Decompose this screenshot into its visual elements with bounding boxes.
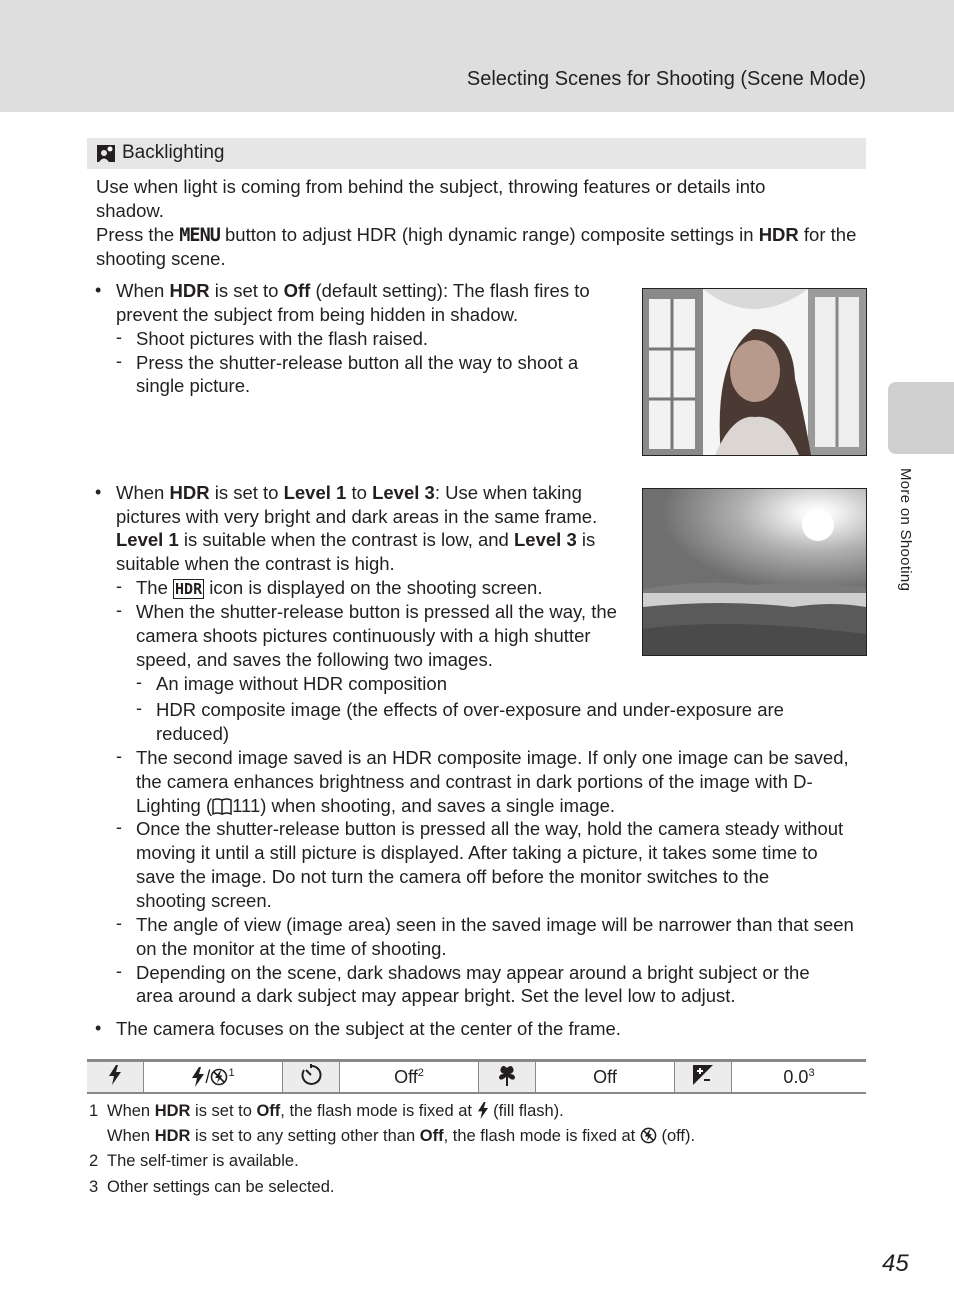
default-settings-table	[87, 1059, 866, 1094]
bullet-2-sub-1: The HDR icon is displayed on the shooting screen.	[136, 577, 543, 598]
bullet-2-sub-6-line-2: area around a dark subject may appear bright. Set the level low to adjust.	[136, 985, 736, 1006]
intro-paragraph-2: Press the MENU button to adjust HDR (high dynamic range) composite settings in HDR for the	[96, 224, 857, 246]
chapter-tab-label: More on Shooting	[897, 468, 914, 592]
exposure-cell	[675, 1061, 732, 1094]
bullet-2-sub-4-line-4: shooting screen.	[136, 890, 272, 911]
section-title: Backlighting	[122, 142, 225, 163]
bullet-dot: •	[95, 482, 102, 502]
footnote-2-number: 2	[89, 1152, 99, 1170]
flash-mode-cell	[87, 1061, 144, 1094]
self-timer-cell	[283, 1061, 340, 1094]
page-reference-icon	[212, 797, 232, 815]
bullet-2-sub-2-line-2: camera shoots pictures continuously with a high shutter	[136, 625, 591, 646]
footnote-3-number: 3	[89, 1178, 99, 1196]
page-header-title: Selecting Scenes for Shooting (Scene Mode)	[466, 68, 866, 90]
bullet-2-sub-4-line-2: moving it until a still picture is displayed. After taking a picture, it takes some time to	[136, 842, 818, 863]
dash: -	[116, 576, 122, 596]
bullet-2-subsub-1: An image without HDR composition	[156, 673, 447, 694]
bullet-1-sub-2-line-2: single picture.	[136, 375, 251, 396]
dash: -	[136, 698, 142, 718]
bullet-3: The camera focuses on the subject at the center of the frame.	[116, 1018, 621, 1039]
header-band	[0, 0, 954, 112]
bullet-2-line-2: pictures with very bright and dark areas in the same frame.	[116, 506, 598, 527]
hdr-icon: HDR	[175, 580, 203, 598]
section-heading	[87, 138, 866, 169]
backlighting-scene-icon	[97, 145, 115, 162]
bullet-2-sub-3-line-1: The second image saved is an HDR composite image. If only one image can be saved,	[136, 747, 849, 768]
bullet-2-subsub-2-line-1: HDR composite image (the effects of over-exposure and under-exposure are	[156, 699, 784, 720]
bullet-2-sub-4-line-3: save the image. Do not turn the camera off before the monitor switches to the	[136, 866, 770, 887]
bullet-2-sub-4-line-1: Once the shutter-release button is pressed all the way, hold the camera steady without	[136, 818, 844, 839]
bullet-2-sub-3-line-3: Lighting ( 111) when shooting, and saves a single image.	[136, 795, 616, 816]
bullet-2-sub-2-line-1: When the shutter-release button is pressed all the way, the	[136, 601, 617, 622]
bullet-2-line-4: suitable when the contrast is high.	[116, 553, 395, 574]
dash: -	[116, 913, 122, 933]
bullet-dot: •	[95, 1018, 102, 1038]
self-timer-value: Off$^2$	[340, 1061, 479, 1094]
page-number: 45	[882, 1250, 909, 1277]
flash-icon	[108, 1065, 122, 1085]
intro-line-2: shadow.	[96, 200, 164, 221]
intro-line-1: Use when light is coming from behind the subject, throwing features or details into	[96, 176, 766, 197]
dash: -	[116, 327, 122, 347]
flash-off-icon	[210, 1068, 228, 1086]
self-timer-icon	[300, 1064, 322, 1086]
exposure-value: $0.0^3$	[732, 1061, 867, 1094]
flash-mode-value: / $^1$	[144, 1061, 283, 1094]
macro-icon	[495, 1064, 519, 1086]
footnote-1-number: 1	[89, 1102, 99, 1120]
macro-value: Off	[536, 1061, 675, 1094]
chapter-tab	[888, 382, 954, 454]
page-reference-link[interactable]: 111	[232, 795, 261, 816]
dash: -	[136, 672, 142, 692]
bullet-2-line-3: Level 1 is suitable when the contrast is low, and Level 3 is	[116, 529, 596, 550]
bullet-2-sub-2-line-3: speed, and saves the following two images.	[136, 649, 493, 670]
bullet-2-sub-6-line-1: Depending on the scene, dark shadows may appear around a bright subject or the	[136, 962, 810, 983]
fill-flash-icon	[191, 1067, 205, 1087]
bullet-2-sub-5-line-2: on the monitor at the time of shooting.	[136, 938, 447, 959]
dash: -	[116, 351, 122, 371]
dash: -	[116, 600, 122, 620]
dash: -	[116, 746, 122, 766]
dash: -	[116, 817, 122, 837]
footnote-1-line-1: When HDR is set to Off, the flash mode is fixed at (fill flash).	[107, 1102, 564, 1120]
bullet-1-line-1: When HDR is set to Off (default setting): The flash fires to	[116, 280, 590, 301]
bullet-1-line-2: prevent the subject from being hidden in shadow.	[116, 304, 519, 325]
bright-landscape-photo	[642, 488, 867, 656]
macro-cell	[479, 1061, 536, 1094]
bullet-1-sub-2-line-1: Press the shutter-release button all the way to shoot a	[136, 352, 579, 373]
intro-paragraph-2-line-2: shooting scene.	[96, 248, 226, 269]
bullet-2-line-1: When HDR is set to Level 1 to Level 3: Use when taking	[116, 482, 582, 503]
exposure-compensation-icon	[692, 1064, 714, 1086]
bullet-1-sub-1: Shoot pictures with the flash raised.	[136, 328, 429, 349]
menu-button-label: MENU	[179, 225, 220, 246]
footnote-3: Other settings can be selected.	[107, 1178, 335, 1196]
footnote-2: The self-timer is available.	[107, 1152, 299, 1170]
bullet-dot: •	[95, 280, 102, 300]
dash: -	[116, 961, 122, 981]
backlit-portrait-photo	[642, 288, 867, 456]
bullet-2-subsub-2-line-2: reduced)	[156, 723, 230, 744]
bullet-2-sub-3-line-2: the camera enhances brightness and contrast in dark portions of the image with D-	[136, 771, 813, 792]
footnote-1-line-2: When HDR is set to any setting other than Off, the flash mode is fixed at (off).	[107, 1127, 696, 1145]
bullet-2-sub-5-line-1: The angle of view (image area) seen in the saved image will be narrower than that seen	[136, 914, 854, 935]
flash-icon	[477, 1102, 489, 1119]
flash-off-icon	[640, 1127, 657, 1144]
